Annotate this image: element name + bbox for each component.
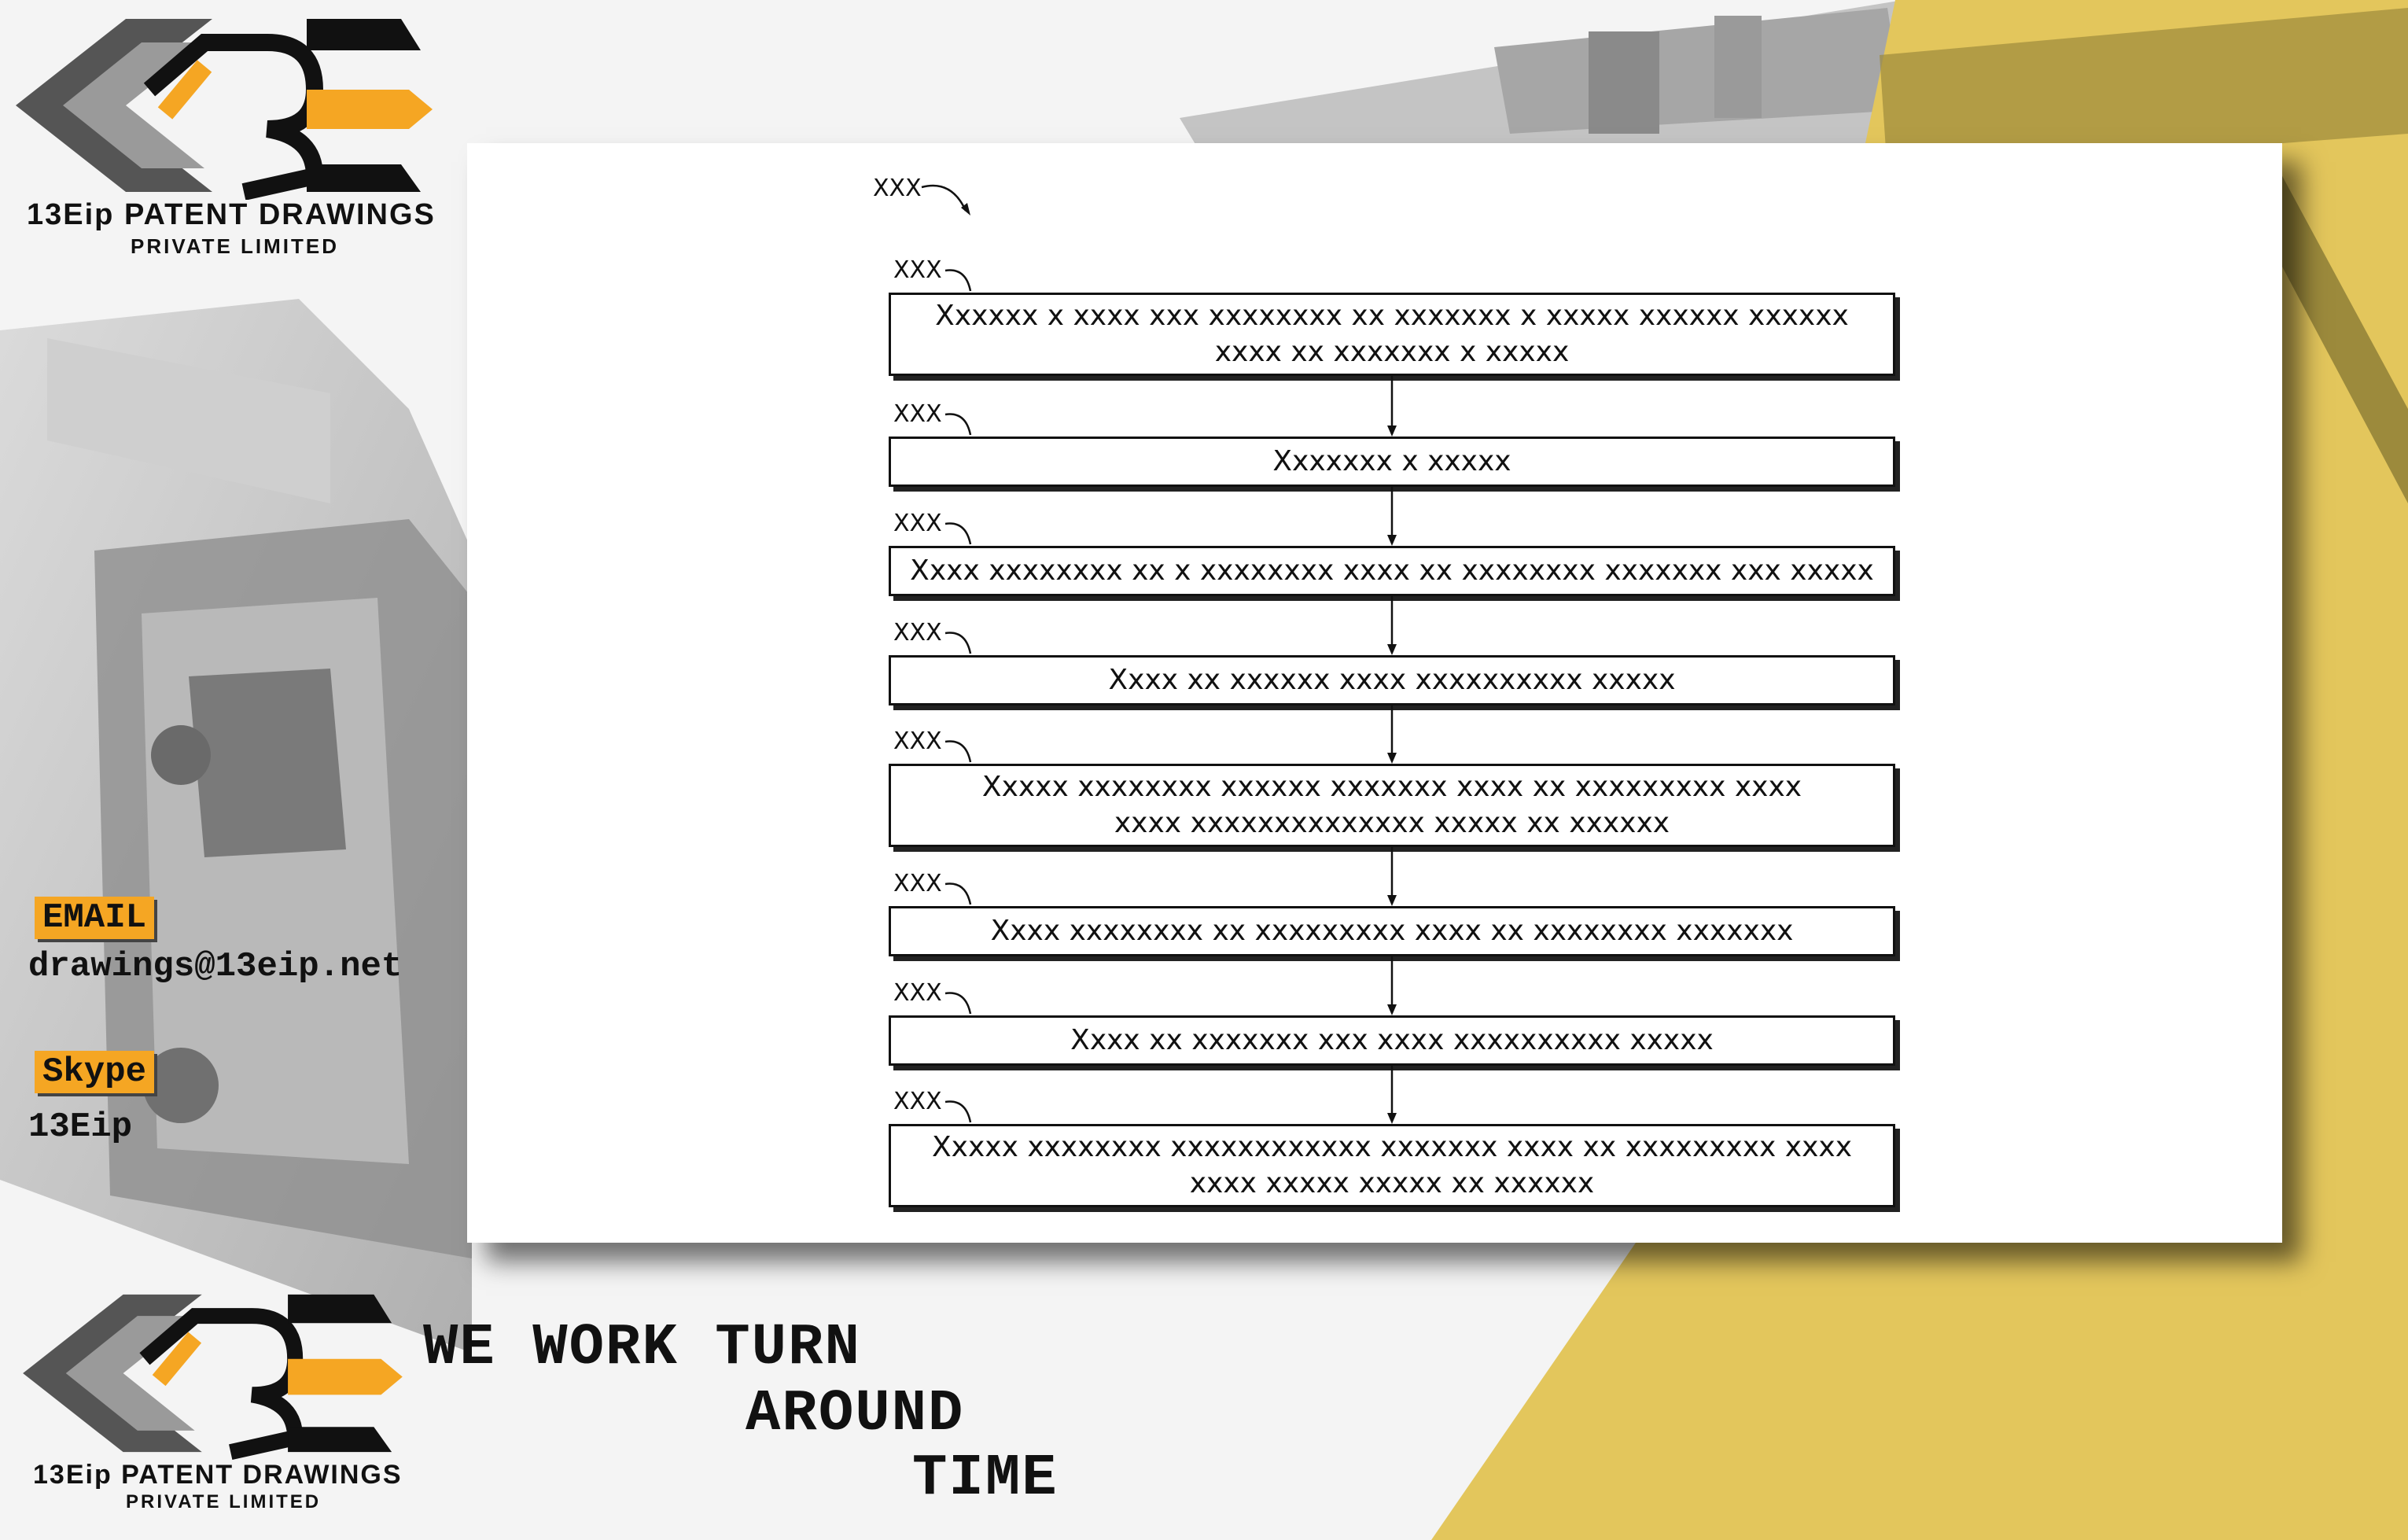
step-reference-label: XXX <box>893 256 942 284</box>
flow-arrow <box>1384 596 1400 655</box>
step-reference-label: XXX <box>893 979 942 1007</box>
brand-subtitle-top: PRIVATE LIMITED <box>131 234 340 258</box>
step-reference-label: XXX <box>893 870 942 897</box>
flowchart-step-box <box>889 906 1895 956</box>
brand-name-top: 13Eip PATENT DRAWINGS <box>27 198 436 231</box>
step-text-line: xxxx xxxxxxxxxxxxxx xxxxx xx xxxxxx <box>1114 807 1670 839</box>
step-reference-label: XXX <box>893 619 942 647</box>
step-text-line: Xxxx xx xxxxxxx xxx xxxx xxxxxxxxxx xxxxx <box>1070 1024 1714 1056</box>
figure-reference-label: XXX <box>873 175 922 202</box>
reference-leader-line <box>944 266 975 293</box>
step-reference-label: XXX <box>893 400 942 428</box>
slogan-line-2: AROUND <box>746 1381 965 1447</box>
flowchart-step-box <box>889 437 1895 487</box>
brand-name-bottom: 13Eip PATENT DRAWINGS <box>33 1460 403 1490</box>
reference-leader-line <box>944 519 975 546</box>
email-value[interactable]: drawings@13eip.net <box>28 947 403 986</box>
slogan-line-1: WE WORK TURN <box>423 1315 861 1381</box>
step-reference-label: XXX <box>893 510 942 537</box>
flow-arrow <box>1384 1066 1400 1124</box>
flowchart-step-box <box>889 1124 1895 1207</box>
step-text-line: Xxxxx xxxxxxxx xxxxxxxxxxxx xxxxxxx xxxx xx xxxxxxxxx xxxx <box>932 1131 1852 1163</box>
skype-value[interactable]: 13Eip <box>28 1107 133 1147</box>
company-logo-top <box>8 11 448 200</box>
step-text-line: xxxx xx xxxxxxx x xxxxx <box>1214 336 1570 368</box>
flow-arrow <box>1384 487 1400 546</box>
brand-subtitle-bottom: PRIVATE LIMITED <box>126 1491 322 1512</box>
reference-leader-line <box>944 1097 975 1124</box>
flowchart-step-box <box>889 655 1895 706</box>
company-logo-bottom <box>16 1287 417 1460</box>
reference-leader-line <box>944 628 975 655</box>
flowchart-step-box <box>889 546 1895 596</box>
flowchart-step-box <box>889 764 1895 847</box>
step-text-line: Xxxx xxxxxxxx xx xxxxxxxxx xxxx xx xxxxxxxx xxxxxxx <box>990 915 1794 947</box>
patent-drawing-sheet <box>467 143 2282 1243</box>
step-text-line: Xxxx xxxxxxxx xx x xxxxxxxx xxxx xx xxxxxxxx xxxxxxx xxx xxxxx <box>910 554 1874 587</box>
reference-leader-line <box>944 879 975 906</box>
flowchart-step-box <box>889 1015 1895 1066</box>
step-reference-label: XXX <box>893 728 942 755</box>
step-reference-label: XXX <box>893 1088 942 1115</box>
flowchart-step-box <box>889 293 1895 376</box>
step-text-line: Xxxxxxx x xxxxx <box>1272 445 1511 477</box>
slogan-line-3: TIME <box>912 1446 1059 1512</box>
reference-leader-line <box>944 410 975 437</box>
figure-reference-arrow <box>920 179 975 219</box>
step-text-line: xxxx xxxxx xxxxx xx xxxxxx <box>1189 1167 1595 1199</box>
step-text-line: Xxxx xx xxxxxx xxxx xxxxxxxxxx xxxxx <box>1108 664 1676 696</box>
reference-leader-line <box>944 737 975 764</box>
flow-arrow <box>1384 706 1400 764</box>
step-text-line: Xxxxxx x xxxx xxx xxxxxxxx xx xxxxxxx x xxxxx xxxxxx xxxxxx <box>935 300 1849 332</box>
flow-arrow <box>1384 956 1400 1015</box>
step-text-line: Xxxxx xxxxxxxx xxxxxx xxxxxxx xxxx xx xxxxxxxxx xxxx <box>981 771 1802 803</box>
flow-arrow <box>1384 376 1400 437</box>
flow-arrow <box>1384 847 1400 906</box>
skype-label: Skype <box>35 1051 154 1093</box>
email-label: EMAIL <box>35 897 154 939</box>
reference-leader-line <box>944 989 975 1015</box>
